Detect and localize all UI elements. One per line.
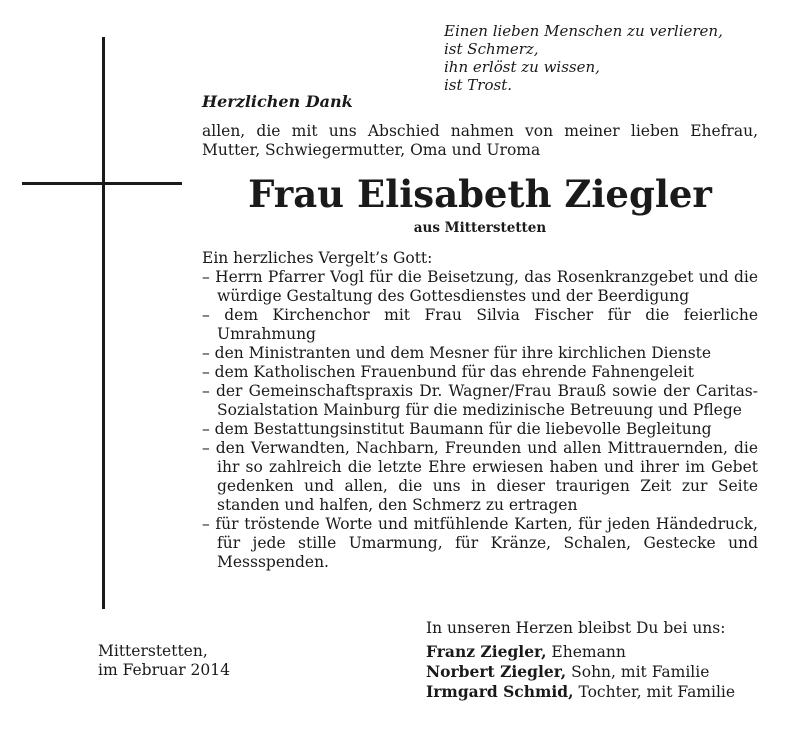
quote-line: ist Trost.	[444, 76, 512, 94]
signer-row	[426, 642, 735, 662]
signer-relation: Tochter, mit Familie	[573, 683, 736, 701]
thanks-lead: Ein herzliches Vergelt’s Gott:	[202, 249, 433, 267]
thanks-section	[202, 249, 758, 572]
epigraph-quote	[444, 22, 723, 94]
quote-line: ihn erlöst zu wissen,	[444, 58, 600, 76]
closing-line: In unseren Herzen bleibst Du bei uns:	[426, 619, 726, 637]
signer-name: Norbert Ziegler,	[426, 662, 567, 681]
thanks-item: – dem Bestattungsinstitut Baumann für die liebevolle Begleitung	[202, 420, 712, 438]
signers-list	[426, 642, 735, 702]
thanks-list	[202, 268, 758, 572]
deceased-name: Frau Elisabeth Ziegler	[248, 172, 712, 216]
signer-row	[426, 662, 735, 682]
quote-line: ist Schmerz,	[444, 40, 539, 58]
thanks-item: – dem Kirchenchor mit Frau Silvia Fischer für die feierliche Umrahmung	[202, 306, 758, 343]
quote-line: Einen lieben Menschen zu verlieren,	[444, 22, 723, 40]
signer-name: Irmgard Schmid,	[426, 682, 574, 701]
place-city: Mitterstetten,	[98, 642, 208, 660]
cross-vertical-bar	[102, 37, 105, 609]
thanks-item: – der Gemeinschaftspraxis Dr. Wagner/Frau Brauß sowie der Caritas-Sozialstation Mainburg für die medizinische Betreuung und Pflege	[202, 382, 758, 419]
signer-relation: Ehemann	[546, 643, 626, 661]
place-date	[98, 642, 230, 680]
thanks-item: – Herrn Pfarrer Vogl für die Beisetzung, das Rosenkranzgebet und die würdige Gestaltung des Gottesdienstes und der Beerdigung	[202, 268, 758, 305]
thanks-heading: Herzlichen Dank	[202, 92, 353, 111]
thanks-item: – den Ministranten und dem Mesner für ihre kirchlichen Dienste	[202, 344, 712, 362]
thanks-item: – für tröstende Worte und mitfühlende Karten, für jeden Händedruck, für jede stille Umarmung, für Kränze, Schalen, Gestecke und Messspenden.	[202, 515, 758, 571]
intro-text: allen, die mit uns Abschied nahmen von meiner lieben Ehefrau, Mutter, Schwiegermutter, Oma und Uroma	[202, 122, 758, 159]
thanks-item: – dem Katholischen Frauenbund für das ehrende Fahnengeleit	[202, 363, 694, 381]
deceased-origin: aus Mitterstetten	[413, 220, 547, 236]
signer-row	[426, 682, 735, 702]
place-date-text: im Februar 2014	[98, 661, 230, 679]
cross-horizontal-bar	[22, 182, 182, 185]
signer-name: Franz Ziegler,	[426, 642, 547, 661]
signer-relation: Sohn, mit Familie	[566, 663, 710, 681]
thanks-item: – den Verwandten, Nachbarn, Freunden und allen Mittrauernden, die ihr so zahlreich die letzte Ehre erwiesen haben und ihrer im Gebet gedenken und allen, die uns in dieser traurigen Zeit zur Seite standen und halfen, den Schmerz zu ertragen	[202, 439, 758, 514]
